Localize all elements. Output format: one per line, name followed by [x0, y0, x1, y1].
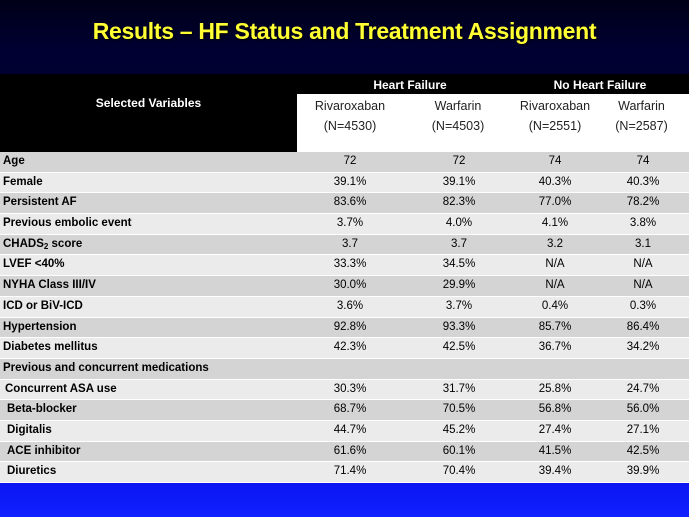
- table-cell: 3.1: [635, 237, 651, 250]
- arm-drug: Rivaroxaban: [519, 99, 591, 113]
- table-cell: 45.2%: [442, 423, 476, 436]
- table-cell: 74: [636, 155, 650, 167]
- table-cell: 31.7%: [442, 382, 476, 395]
- table-cell: 42.5%: [442, 341, 476, 354]
- row-label: Persistent AF: [3, 196, 77, 209]
- table-cell: 3.8%: [629, 217, 657, 230]
- table-cell: 42.5%: [626, 444, 660, 457]
- table-cell: 39.1%: [333, 175, 367, 188]
- table-row: [0, 255, 689, 276]
- table-cell: 71.4%: [333, 465, 367, 478]
- table-cell: 70.4%: [442, 465, 476, 478]
- table-cell: 83.6%: [333, 196, 367, 209]
- row-label: LVEF <40%: [3, 258, 65, 271]
- table-row: [0, 214, 689, 235]
- arm-drug: Rivaroxaban: [314, 99, 386, 113]
- arm-header-rivaroxaban-hf: [300, 96, 400, 136]
- table-row: [0, 193, 689, 214]
- table-cell: 29.9%: [442, 279, 476, 292]
- row-label: Beta-blocker: [7, 403, 77, 416]
- table-cell: 3.6%: [336, 299, 364, 312]
- table-row: [0, 421, 689, 442]
- heart-failure-group-header: Heart Failure: [373, 78, 447, 92]
- slide-title: Results – HF Status and Treatment Assignment: [92, 18, 597, 44]
- table-cell: 40.3%: [538, 175, 572, 188]
- table-cell: 3.2: [547, 237, 563, 250]
- table-cell: 56.8%: [538, 403, 572, 416]
- row-label: Female: [3, 175, 43, 188]
- arm-drug: Warfarin: [618, 99, 665, 113]
- table-cell: 78.2%: [626, 196, 660, 209]
- table-row: [0, 318, 689, 339]
- arm-header-warfarin-hf: [408, 96, 508, 136]
- arm-n: (N=4530): [323, 119, 377, 133]
- table-cell: 3.7%: [445, 299, 473, 312]
- table-row: [0, 276, 689, 297]
- table-cell: 92.8%: [333, 320, 367, 333]
- table-cell: 30.0%: [333, 279, 367, 292]
- table-cell: 30.3%: [333, 382, 367, 395]
- row-label: Previous embolic event: [3, 217, 132, 230]
- table-row: [0, 297, 689, 318]
- table-cell: 42.3%: [333, 341, 367, 354]
- row-label: ICD or BiV-ICD: [3, 299, 83, 312]
- table-cell: 25.8%: [538, 382, 572, 395]
- table-row: [0, 359, 689, 380]
- row-label: Age: [3, 155, 25, 167]
- table-cell: 27.4%: [538, 423, 572, 436]
- table-cell: 70.5%: [442, 403, 476, 416]
- table-cell: 74: [548, 155, 562, 167]
- table-cell: 72: [343, 155, 357, 167]
- table-cell: 93.3%: [442, 320, 476, 333]
- table-cell: 41.5%: [538, 444, 572, 457]
- table-cell: 33.3%: [333, 258, 367, 271]
- arm-n: (N=4503): [431, 119, 485, 133]
- table-cell: 0.4%: [541, 299, 569, 312]
- row-label: Diabetes mellitus: [3, 341, 98, 354]
- row-label: NYHA Class III/IV: [3, 279, 96, 292]
- table-cell: 0.3%: [629, 299, 657, 312]
- arm-header-rivaroxaban-nohf: [505, 96, 605, 136]
- table-cell: 24.7%: [626, 382, 660, 395]
- table-cell: 39.4%: [538, 465, 572, 478]
- table-cell: 40.3%: [626, 175, 660, 188]
- table-cell: 34.2%: [626, 341, 660, 354]
- table-cell: 86.4%: [626, 320, 660, 333]
- table-cell: 68.7%: [333, 403, 367, 416]
- table-cell: 72: [452, 155, 466, 167]
- arm-n: (N=2587): [615, 119, 668, 133]
- table-cell: N/A: [545, 258, 565, 271]
- table-cell: 77.0%: [538, 196, 572, 209]
- table-row: [0, 400, 689, 421]
- arm-n: (N=2551): [528, 119, 582, 133]
- arm-header-warfarin-nohf: [594, 96, 689, 136]
- row-label: Digitalis: [7, 423, 52, 436]
- row-label: Concurrent ASA use: [5, 382, 117, 395]
- table-row: [0, 462, 689, 483]
- table-cell: 61.6%: [333, 444, 367, 457]
- table-cell: 36.7%: [538, 341, 572, 354]
- table-cell: 56.0%: [626, 403, 660, 416]
- row-label: Hypertension: [3, 320, 77, 333]
- table-cell: 44.7%: [333, 423, 367, 436]
- row-label: $CHADS_2$ score: [3, 237, 83, 251]
- table-cell: 82.3%: [442, 196, 476, 209]
- no-heart-failure-group-header: No Heart Failure: [553, 78, 647, 92]
- row-label: ACE inhibitor: [7, 444, 81, 457]
- table-cell: 39.1%: [442, 175, 476, 188]
- table-row: [0, 442, 689, 463]
- table-cell: 60.1%: [442, 444, 476, 457]
- table-cell: 3.7: [342, 237, 358, 250]
- table-row: [0, 235, 689, 256]
- table-cell: N/A: [633, 279, 653, 292]
- table-cell: 27.1%: [626, 423, 660, 436]
- table-cell: N/A: [545, 279, 565, 292]
- table-row: [0, 152, 689, 173]
- results-table-body: [0, 152, 689, 483]
- row-label: Previous and concurrent medications: [3, 361, 209, 374]
- table-row: [0, 380, 689, 401]
- table-cell: 4.0%: [445, 217, 473, 230]
- table-cell: 3.7%: [336, 217, 364, 230]
- arm-drug: Warfarin: [434, 99, 482, 113]
- table-row: [0, 338, 689, 359]
- table-cell: 85.7%: [538, 320, 572, 333]
- table-cell: N/A: [633, 258, 653, 271]
- table-cell: 3.7: [451, 237, 467, 250]
- table-cell: 4.1%: [541, 217, 569, 230]
- row-label: Diuretics: [7, 465, 57, 478]
- table-cell: 34.5%: [442, 258, 476, 271]
- table-row: [0, 173, 689, 194]
- table-cell: 39.9%: [626, 465, 660, 478]
- selected-variables-header: Selected Variables: [95, 96, 202, 110]
